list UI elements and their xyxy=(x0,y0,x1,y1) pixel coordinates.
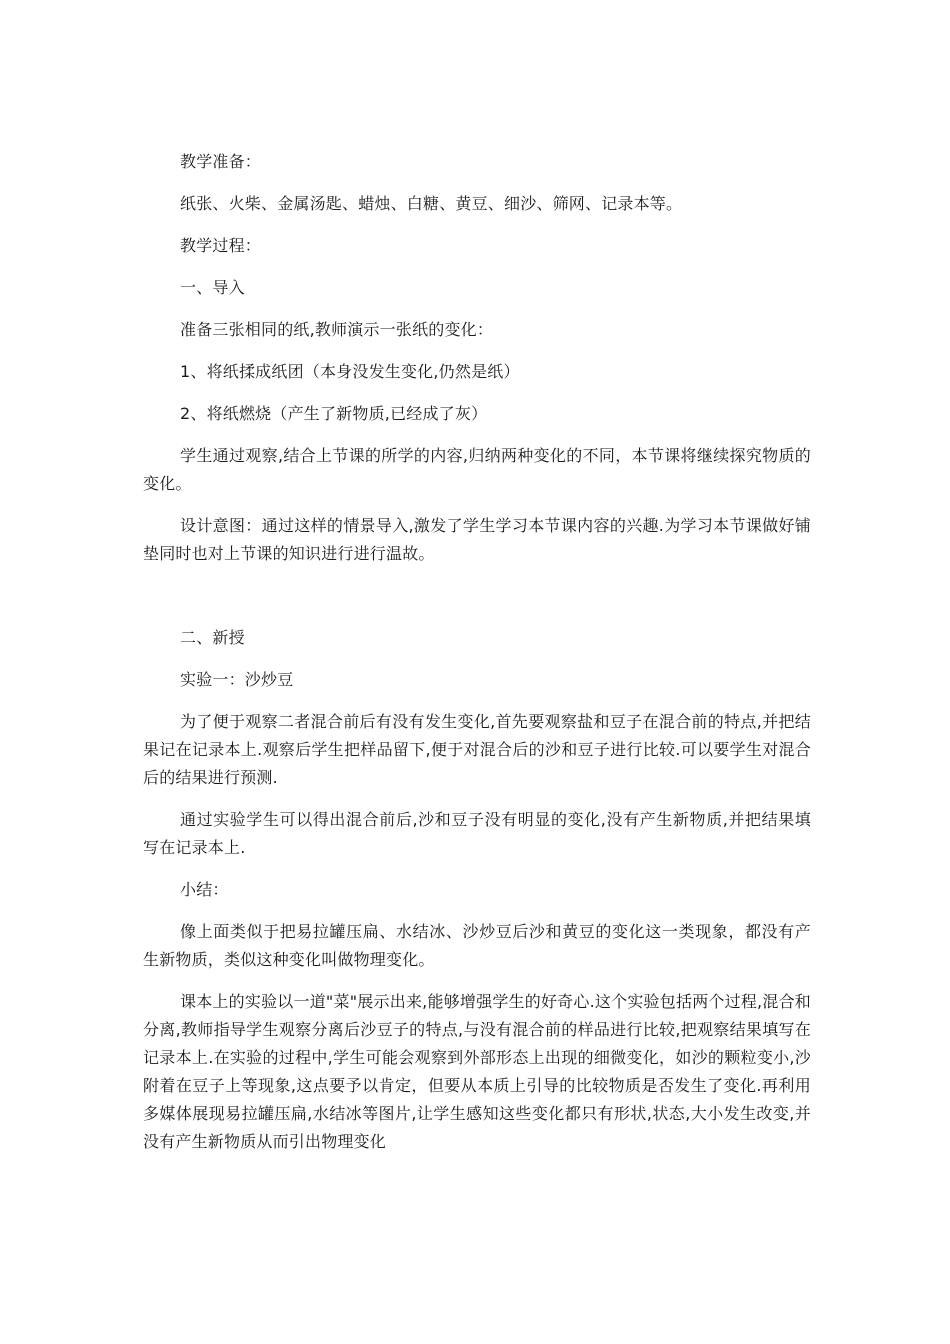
heading-teaching-process: 教学过程： xyxy=(180,236,262,255)
paragraph-experiment-setup: 为了便于观察二者混合前后有没有发生变化,首先要观察盐和豆子在混合前的特点,并把结果记在记录本上.观察后学生把样品留下,便于对混合后的沙和豆子进行比较.可以要学生对混合后的结果进行预测. xyxy=(143,712,811,787)
list-item-burn: 2、将纸燃烧（产生了新物质,已经成了灰） xyxy=(180,404,488,423)
materials-list: 纸张、火柴、金属汤匙、蜡烛、白糖、黄豆、细沙、筛网、记录本等。 xyxy=(180,194,683,213)
paragraph-textbook-experiment: 课本上的实验以一道"菜"展示出来,能够增强学生的好奇心.这个实验包括两个过程,混合和分离,教师指导学生观察分离后沙豆子的特点,与没有混合前的样品进行比较,把观察结果填写在记录本上.在实验的过程中,学生可能会观察到外部形态上出现的细微变化，如沙的颗粒变小,沙附着在豆子上等现象,这点要予以肯定，但要从本质上引导的比较物质是否发生了变化.再利用多媒体展现易拉罐压扁,水结冰等图片,让学生感知这些变化都只有形状,状态,大小发生改变,并没有产生新物质从而引出物理变化 xyxy=(143,992,811,1151)
paragraph-summary: 像上面类似于把易拉罐压扁、水结冰、沙炒豆后沙和黄豆的变化这一类现象，都没有产生新物质，类似这种变化叫做物理变化。 xyxy=(143,922,811,969)
paragraph-design-intent: 设计意图：通过这样的情景导入,激发了学生学习本节课内容的兴趣.为学习本节课做好铺垫同时也对上节课的知识进行进行温故。 xyxy=(143,516,811,563)
paragraph-observation: 学生通过观察,结合上节课的所学的内容,归纳两种变化的不同，本节课将继续探究物质的变化。 xyxy=(143,446,811,493)
heading-teaching-preparation: 教学准备： xyxy=(180,152,262,171)
section-spacer xyxy=(143,582,811,624)
paragraph-experiment-result: 通过实验学生可以得出混合前后,沙和豆子没有明显的变化,没有产生新物质,并把结果填写在记录本上. xyxy=(143,810,811,857)
paragraph-demo-intro: 准备三张相同的纸,教师演示一张纸的变化： xyxy=(180,320,494,339)
heading-experiment-one: 实验一：沙炒豆 xyxy=(180,670,294,689)
list-item-crumple: 1、将纸揉成纸团（本身没发生变化,仍然是纸） xyxy=(180,362,520,381)
document-body xyxy=(143,148,811,1170)
section-new-lesson: 二、新授 xyxy=(180,628,245,647)
section-introduction: 一、导入 xyxy=(180,278,245,297)
heading-summary: 小结： xyxy=(180,880,229,899)
